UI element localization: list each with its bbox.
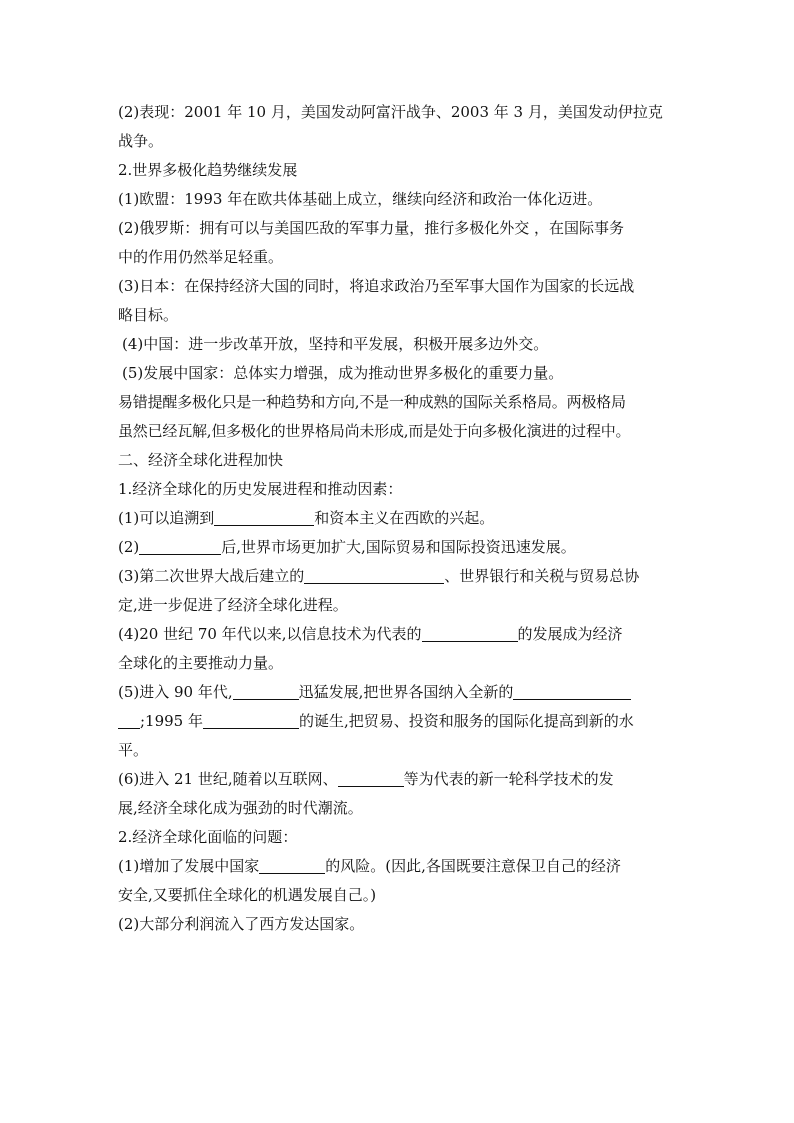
item4-prefix: (4)20 世纪 70 年代以来,以信息技术为代表的 bbox=[118, 625, 422, 643]
item5-suffix: 的诞生,把贸易、投资和服务的国际化提高到新的水 bbox=[299, 712, 634, 730]
russia-text-line2: 中的作用仍然举足轻重。 bbox=[118, 248, 284, 266]
text-line bbox=[118, 591, 678, 620]
answer-blank[interactable] bbox=[203, 712, 299, 729]
problem1-suffix: 的风险。(因此,各国既要注意保卫自己的经济 bbox=[325, 857, 621, 875]
answer-blank[interactable] bbox=[139, 538, 221, 555]
text-line bbox=[118, 881, 678, 910]
section-heading bbox=[118, 156, 678, 185]
error-tip-line2: 虽然已经瓦解,但多极化的世界格局尚未形成,而是处于向多极化演进的过程中。 bbox=[118, 422, 631, 440]
item1-prefix: (1)可以追溯到 bbox=[118, 509, 215, 527]
item3-prefix: (3)第二次世界大战后建立的 bbox=[118, 567, 305, 585]
fill-blank-line bbox=[118, 562, 678, 591]
fill-blank-line bbox=[118, 852, 678, 881]
item5-middle: 迅猛发展,把世界各国纳入全新的 bbox=[298, 683, 514, 701]
text-line bbox=[118, 359, 678, 388]
error-tip-line1: 易错提醒多极化只是一种趋势和方向,不是一种成熟的国际关系格局。两极格局 bbox=[118, 393, 626, 411]
text-line bbox=[118, 272, 678, 301]
problems-heading: 2.经济全球化面临的问题： bbox=[118, 828, 298, 846]
answer-blank[interactable] bbox=[422, 625, 518, 642]
item5-year: ;1995 年 bbox=[140, 712, 203, 730]
answer-blank[interactable] bbox=[304, 567, 444, 584]
item3-line2: 定,进一步促进了经济全球化进程。 bbox=[118, 596, 348, 614]
problem1-prefix: (1)增加了发展中国家 bbox=[118, 857, 260, 875]
text-line bbox=[118, 98, 678, 127]
section-title bbox=[118, 446, 678, 475]
item2-prefix: (2) bbox=[118, 538, 140, 556]
text-line bbox=[118, 910, 678, 939]
japan-text-line1: (3)日本：在保持经济大国的同时，将追求政治乃至军事大国作为国家的长远战 bbox=[118, 277, 635, 295]
item5-line3: 平。 bbox=[118, 741, 149, 759]
item6-prefix: (6)进入 21 世纪,随着以互联网、 bbox=[118, 770, 338, 788]
item3-suffix: 、世界银行和关税与贸易总协 bbox=[444, 567, 640, 585]
fill-blank-line bbox=[118, 533, 678, 562]
developing-countries-text: (5)发展中国家：总体实力增强，成为推动世界多极化的重要力量。 bbox=[122, 364, 564, 382]
item6-line2: 展,经济全球化成为强劲的时代潮流。 bbox=[118, 799, 363, 817]
item2-suffix: 后,世界市场更加扩大,国际贸易和国际投资迅速发展。 bbox=[221, 538, 576, 556]
japan-text-line2: 略目标。 bbox=[118, 306, 179, 324]
eu-text: (1)欧盟：1993 年在欧共体基础上成立，继续向经济和政治一体化迈进。 bbox=[118, 190, 603, 208]
item4-suffix: 的发展成为经济 bbox=[517, 625, 623, 643]
text-line bbox=[118, 649, 678, 678]
fill-blank-line bbox=[118, 678, 678, 707]
document-body bbox=[118, 98, 678, 939]
text-line bbox=[118, 127, 678, 156]
answer-blank[interactable] bbox=[513, 683, 631, 700]
text-line bbox=[118, 330, 678, 359]
text-line bbox=[118, 736, 678, 765]
china-text: (4)中国：进一步改革开放，坚持和平发展，积极开展多边外交。 bbox=[122, 335, 549, 353]
fill-blank-line bbox=[118, 707, 678, 736]
history-heading: 1.经济全球化的历史发展进程和推动因素： bbox=[118, 480, 403, 498]
globalization-section-title: 二、经济全球化进程加快 bbox=[118, 451, 284, 469]
problem2-text: (2)大部分利润流入了西方发达国家。 bbox=[118, 915, 365, 933]
fill-blank-line bbox=[118, 765, 678, 794]
text-line bbox=[118, 243, 678, 272]
problem1-line2: 安全,又要抓住全球化的机遇发展自己。) bbox=[118, 886, 377, 904]
fill-blank-line bbox=[118, 620, 678, 649]
text-line bbox=[118, 794, 678, 823]
section-heading bbox=[118, 475, 678, 504]
item1-suffix: 和资本主义在西欧的兴起。 bbox=[314, 509, 495, 527]
answer-blank[interactable] bbox=[214, 509, 314, 526]
russia-text-line1: (2)俄罗斯：拥有可以与美国匹敌的军事力量，推行多极化外交 ，在国际事务 bbox=[118, 219, 625, 237]
performance-text-line2: 战争。 bbox=[118, 132, 164, 150]
item4-line2: 全球化的主要推动力量。 bbox=[118, 654, 284, 672]
answer-blank[interactable] bbox=[338, 770, 404, 787]
multipolarization-heading: 2.世界多极化趋势继续发展 bbox=[118, 161, 298, 179]
answer-blank[interactable] bbox=[259, 857, 325, 874]
text-line bbox=[118, 214, 678, 243]
answer-blank[interactable] bbox=[118, 712, 140, 729]
answer-blank[interactable] bbox=[233, 683, 299, 700]
text-line bbox=[118, 388, 678, 417]
fill-blank-line bbox=[118, 504, 678, 533]
text-line bbox=[118, 301, 678, 330]
text-line bbox=[118, 417, 678, 446]
text-line bbox=[118, 185, 678, 214]
performance-text-line1: (2)表现：2001 年 10 月，美国发动阿富汗战争、2003 年 3 月，美国发动伊拉克 bbox=[118, 103, 663, 121]
item5-prefix: (5)进入 90 年代, bbox=[118, 683, 233, 701]
item6-suffix: 等为代表的新一轮科学技术的发 bbox=[403, 770, 614, 788]
section-heading bbox=[118, 823, 678, 852]
